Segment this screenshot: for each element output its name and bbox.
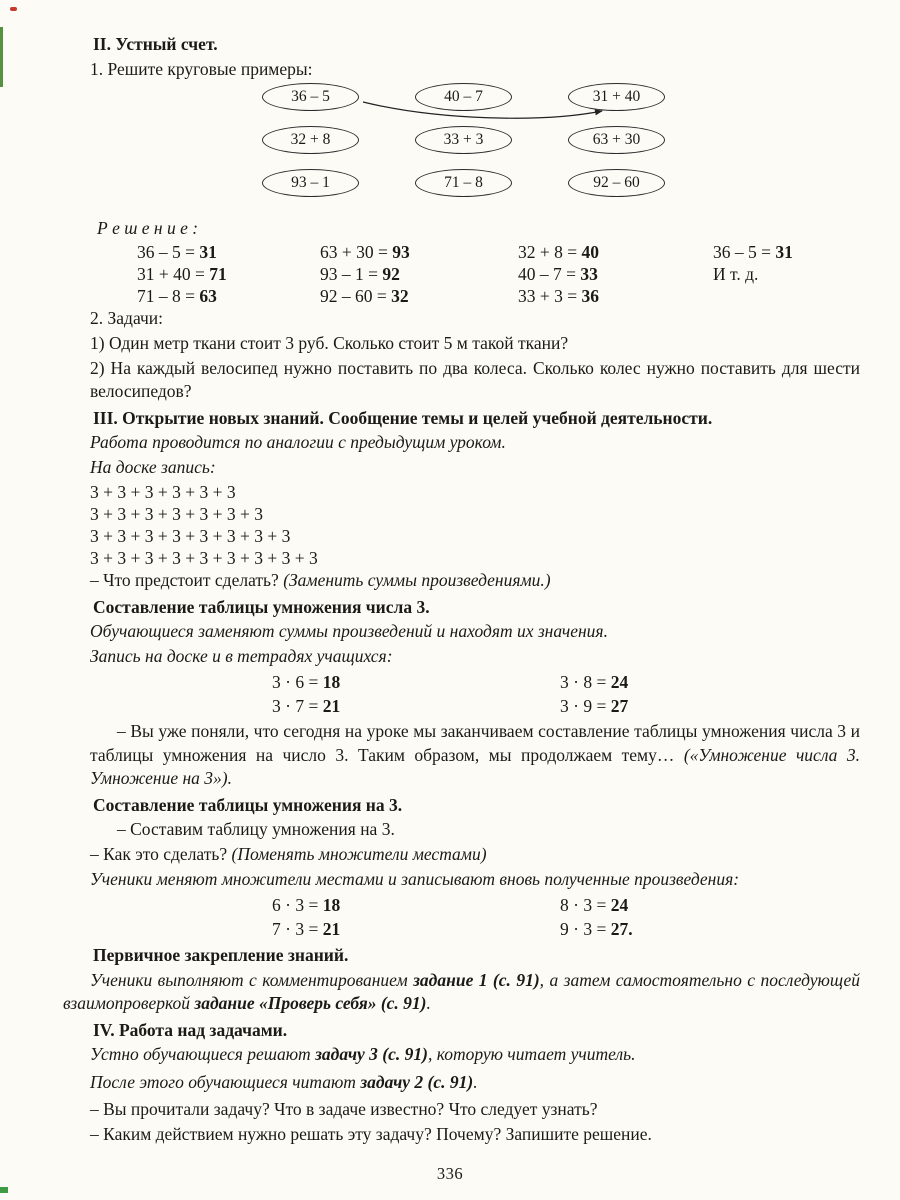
equation-result: 32 [391, 285, 409, 306]
problems-text: Устно обучающиеся решают [90, 1044, 316, 1064]
question-text: – Что предстоит сделать? [90, 570, 284, 590]
circular-example-oval: 63 + 30 [568, 126, 665, 154]
summary-text: – Вы уже поняли, что сегодня на уроке мы заканчиваем составление таблицы умножения числа 3 и таблицы умножения на число 3. Таким образом, мы продолжаем тему… [90, 721, 860, 765]
scan-artifact-green-dot [0, 1187, 8, 1193]
on3-answer: (Поменять множители местами) [231, 844, 487, 864]
scan-artifact-red [10, 7, 17, 11]
equation-result: 27 [610, 696, 629, 716]
on3-question-text: – Как это сделать? [90, 844, 232, 864]
equation-expression: 3 · 8 = [560, 672, 607, 692]
solution-equation [713, 241, 860, 263]
equation-expression: 36 – 5 = [713, 241, 771, 262]
solution-equation [137, 263, 320, 285]
circular-example-oval: 36 – 5 [262, 83, 359, 111]
solution-equation [518, 241, 713, 263]
equation-result: 40 [581, 241, 599, 262]
solution-equation [320, 263, 518, 285]
multiplication-table-3 [272, 670, 860, 718]
sum-line: 3 + 3 + 3 + 3 + 3 + 3 + 3 + 3 + 3 [90, 548, 318, 568]
circular-example-oval: 93 – 1 [262, 169, 359, 197]
equation-expression: 3 · 6 = [272, 672, 319, 692]
circular-example-oval: 71 – 8 [415, 169, 512, 197]
equation-expression: 8 · 3 = [560, 895, 607, 915]
equation-result: 21 [322, 696, 341, 716]
task-reference: задачу 2 (с. 91) [360, 1071, 474, 1092]
circular-example-oval: 31 + 40 [568, 83, 665, 111]
solution-equation [137, 285, 320, 307]
circular-examples-label: 1. Решите круговые примеры: [90, 58, 313, 79]
equation-result: 31 [199, 241, 217, 262]
equation-result: 21 [322, 919, 341, 939]
problems-question-2: – Каким действием нужно решать эту задачу? Почему? Запишите решение. [90, 1124, 652, 1144]
consolidation-text: . [426, 993, 431, 1013]
on3-note: Ученики меняют множители местами и записывают вновь полученные произведения: [90, 869, 740, 889]
note-analogy: Работа проводится по аналогии с предыдущим уроком. [90, 432, 506, 452]
circular-example-oval: 40 – 7 [415, 83, 512, 111]
solution-label-text: Р е ш е н и е : [97, 218, 199, 238]
equation-result: 71 [209, 263, 227, 284]
solution-equation [518, 263, 713, 285]
problems-paragraph-2 [90, 1071, 860, 1095]
table3-note-record: Запись на доске и в тетрадях учащихся: [90, 646, 393, 666]
circular-example-oval: 32 + 8 [262, 126, 359, 154]
equation-expression: 7 · 3 = [272, 919, 319, 939]
question-what-to-do [90, 569, 860, 593]
circular-example-oval: 33 + 3 [415, 126, 512, 154]
problems-question-1: – Вы прочитали задачу? Что в задаче известно? Что следует узнать? [90, 1099, 598, 1119]
equation-result: 31 [775, 241, 793, 262]
equation-result: 33 [580, 263, 598, 284]
mult-equation [560, 670, 860, 694]
problems-text: , которую читает учитель. [427, 1044, 636, 1064]
summary-paragraph [90, 720, 860, 791]
consolidation-text: Ученики выполняют с комментированием [90, 969, 414, 990]
question-answer: (Заменить суммы произведениями.) [283, 570, 551, 590]
equation-result: 92 [382, 263, 400, 284]
task-reference: задачу 3 (с. 91) [315, 1044, 428, 1064]
note-board: На доске запись: [90, 457, 216, 477]
solution-equation [713, 263, 860, 285]
mult-equation [272, 670, 560, 694]
heading-discovery: III. Открытие новых знаний. Сообщение темы и целей учебной деятельности. [93, 407, 713, 428]
mult-equation [272, 893, 560, 917]
equation-expression: 32 + 8 = [518, 241, 578, 262]
equation-result: 24 [610, 672, 629, 692]
solution-equation [713, 285, 860, 307]
consolidation-paragraph [63, 969, 860, 1016]
equation-result: 27. [610, 919, 633, 939]
sum-line: 3 + 3 + 3 + 3 + 3 + 3 + 3 + 3 [90, 526, 291, 546]
mult-equation [272, 694, 560, 718]
problems-paragraph-1 [90, 1043, 860, 1067]
equation-expression: 92 – 60 = [320, 285, 387, 306]
equation-expression: 31 + 40 = [137, 263, 205, 284]
solution-equation [137, 241, 320, 263]
circular-examples-diagram [262, 83, 665, 197]
problems-text: . [473, 1071, 478, 1092]
heading-consolidation: Первичное закрепление знаний. [93, 945, 349, 965]
sum-line: 3 + 3 + 3 + 3 + 3 + 3 [90, 482, 236, 502]
equation-expression: 36 – 5 = [137, 241, 195, 262]
on3-compose-line: – Составим таблицу умножения на 3. [117, 819, 395, 839]
equation-expression: 3 · 9 = [560, 696, 607, 716]
mult-equation [272, 917, 560, 941]
equation-result: 93 [392, 241, 410, 262]
sum-line: 3 + 3 + 3 + 3 + 3 + 3 + 3 [90, 504, 263, 524]
mult-equation [560, 694, 860, 718]
heading-table-on-3: Составление таблицы умножения на 3. [93, 794, 403, 815]
equation-result: 63 [199, 285, 217, 306]
summary-topic: («Умножение числа 3. Умножение на 3»). [90, 744, 860, 788]
problems-text: После этого обучающиеся читают [90, 1071, 361, 1092]
multiplication-table-on-3 [272, 893, 860, 941]
sum-lines [90, 481, 860, 569]
mult-equation [560, 917, 860, 941]
equation-expression: 40 – 7 = [518, 263, 576, 284]
heading-table-of-3: Составление таблицы умножения числа 3. [93, 596, 430, 617]
on3-question [90, 843, 860, 867]
page-number: 336 [436, 1164, 464, 1183]
task-item-1: 1) Один метр ткани стоит 3 руб. Сколько стоит 5 м такой ткани? [90, 332, 569, 353]
equation-expression: 93 – 1 = [320, 263, 378, 284]
mult-equation [560, 893, 860, 917]
task-item-2: 2) На каждый велосипед нужно поставить по два колеса. Сколько колес нужно поставить для шести велосипедов? [90, 357, 860, 401]
equation-expression: 3 · 7 = [272, 696, 319, 716]
scan-artifact-green-strip [0, 27, 3, 87]
task-reference: задание 1 (с. 91) [413, 969, 540, 990]
tasks-label: 2. Задачи: [90, 307, 164, 328]
table3-note-replace: Обучающиеся заменяют суммы произведений и находят их значения. [90, 621, 608, 641]
heading-oral-count: II. Устный счет. [93, 34, 218, 54]
equation-expression: 71 – 8 = [137, 285, 195, 306]
solution-equation [320, 285, 518, 307]
equation-result: 36 [581, 285, 599, 306]
equation-expression: 9 · 3 = [560, 919, 607, 939]
task-reference: задание «Проверь себя» (с. 91) [194, 993, 427, 1013]
equation-result: 18 [322, 895, 341, 915]
equation-expression: 6 · 3 = [272, 895, 319, 915]
equation-result: 24 [610, 895, 629, 915]
equation-result: 18 [322, 672, 341, 692]
solution-label [97, 217, 860, 241]
solution-equation [518, 285, 713, 307]
equation-expression: 33 + 3 = [518, 285, 578, 306]
consolidation-text: , а затем самостоятельно с последующей взаимопроверкой [63, 969, 861, 1013]
circular-example-oval: 92 – 60 [568, 169, 665, 197]
equation-expression: И т. д. [713, 263, 759, 284]
solutions-grid [137, 241, 860, 307]
equation-expression: 63 + 30 = [320, 241, 388, 262]
heading-work-on-problems: IV. Работа над задачами. [93, 1019, 288, 1040]
solution-equation [320, 241, 518, 263]
